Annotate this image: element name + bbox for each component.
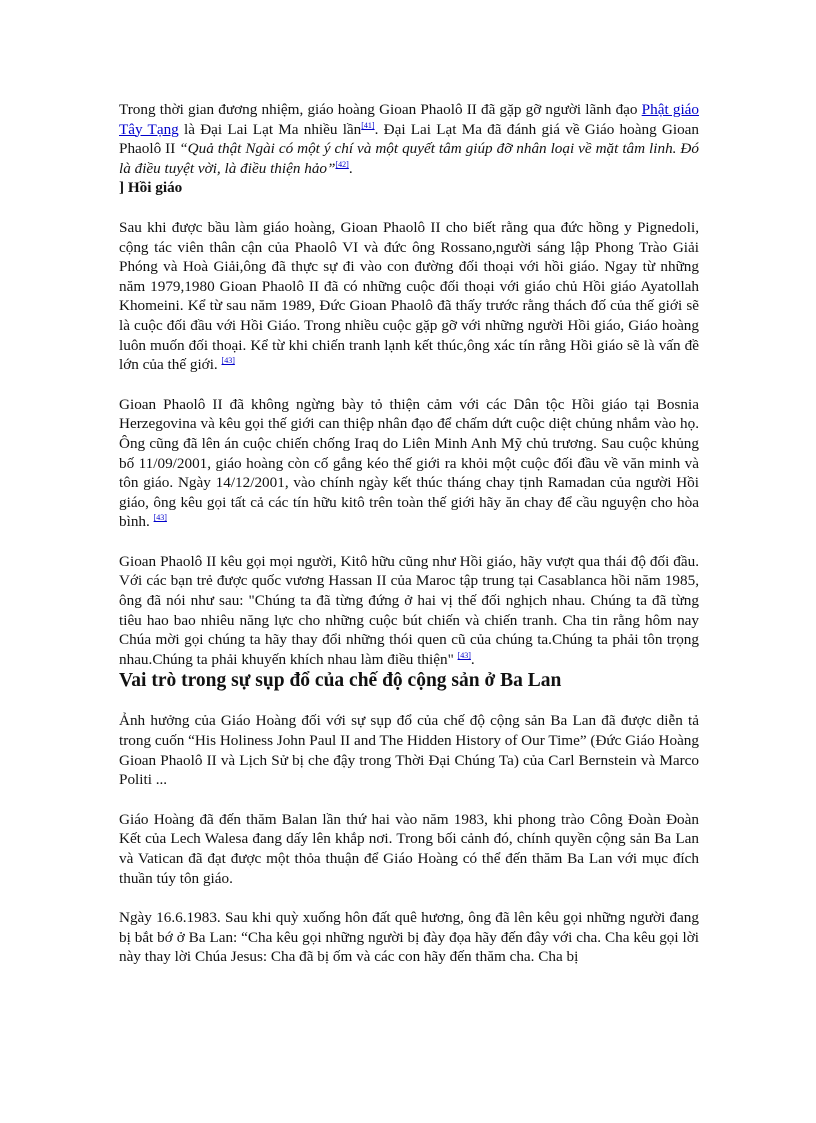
paragraph-june-1983: Ngày 16.6.1983. Sau khi quỳ xuống hôn đất quê hương, ông đã lên kêu gọi những người đang bị bắt bớ ở Ba Lan: “Cha kêu gọi những người bị đày đọa hãy đến đây với cha. Cha kêu gọi lời này thay lời Chúa Jesus: Cha đã bị ốm và các con hãy đến thăm cha. Cha bị	[119, 909, 699, 966]
footnote-ref-43[interactable]: [43]	[153, 513, 167, 523]
heading-hoi-giao: ] Hồi giáo	[119, 179, 183, 197]
paragraph-text: Trong thời gian đương nhiệm, giáo hoàng Gioan Phaolô II đã gặp gỡ người lãnh đạo	[119, 101, 642, 118]
footnote-ref-43[interactable]: [43]	[457, 650, 471, 660]
link-tay-tang[interactable]: Tây Tạng	[119, 120, 179, 138]
heading-ba-lan: Vai trò trong sự sụp đổ của chế độ cộng sản ở Ba Lan	[119, 670, 562, 692]
footnote-ref-42[interactable]: [42]	[335, 159, 349, 169]
paragraph-casablanca: Gioan Phaolô II kêu gọi mọi người, Kitô hữu cũng như Hồi giáo, hãy vượt qua thái độ đối đầu. Với các bạn trẻ được quốc vương Hassan II của Maroc tập trung tại Casablanca hồi năm 1985, ông đã nói như sau: "Chúng ta đã từng đứng ở hai vị thế đối nghịch nhau. Chúng ta đã từng tiêu hao bao nhiêu năng lực cho những cuộc bút chiến và chiến tranh. Cha tin rằng hôm nay Chúa mời gọi chúng ta hãy thay đổi những thói quen cũ của chúng ta.Chúng ta phải tôn trọng nhau.Chúng ta phải khuyến khích nhau làm điều thiện" [43].	[119, 552, 699, 668]
document-page	[119, 100, 699, 967]
paragraph-visit-1983: Giáo Hoàng đã đến thăm Balan lần thứ hai vào năm 1983, khi phong trào Công Đoàn Đoàn Kết của Lech Walesa đang dấy lên khắp nơi. Trong bối cảnh đó, chính quyền cộng sản Ba Lan và Vatican đã đạt được một thỏa thuận để Giáo Hoàng có thể đến thăm Ba Lan với mục đích thuần túy tôn giáo.	[119, 810, 699, 887]
footnote-ref-43[interactable]: [43]	[221, 356, 235, 366]
paragraph-bosnia: Gioan Phaolô II đã không ngừng bày tỏ thiện cảm với các Dân tộc Hồi giáo tại Bosnia Herzegovina và kêu gọi thế giới can thiệp nhân đạo để chấm dứt cuộc diệt chủng nhắm vào họ. Ông cũng đã lên án cuộc chiến chống Iraq do Liên Minh Anh Mỹ chủ trương. Sau cuộc khủng bố 11/09/2001, giáo hoàng còn cố gắng kéo thế giới ra khỏi một cuộc đối đầu về văn minh và tôn giáo. Ngày 14/12/2001, vào chính ngày kết thúc tháng chay tịnh Ramadan của người Hồi giáo, ông kêu gọi tất cả các tín hữu kitô trên toàn thế giới hãy ăn chay để cầu nguyện cho hòa bình. [43]	[119, 395, 699, 531]
link-phat-giao[interactable]: Phật giáo	[641, 101, 699, 118]
footnote-ref-41[interactable]: [41]	[361, 120, 375, 130]
dalai-lama-quote: “Quả thật Ngài có một ý chí và một quyết tâm giúp đỡ nhân loại về mặt tâm linh. Đó là điều tuyệt vời, là điều thiện hảo”	[119, 140, 699, 177]
paragraph-influence: Ảnh hưởng của Giáo Hoàng đối với sự sụp đổ của chế độ cộng sản Ba Lan đã được diễn tả trong cuốn “His Holiness John Paul II and The Hidden History of Our Time” (Đức Giáo Hoàng Gioan Phaolô II và Lịch Sử bị che đậy trong Thời Đại Chúng Ta) của Carl Bernstein và Marco Politi ...	[119, 712, 699, 789]
paragraph-dialogue-islam: Sau khi được bầu làm giáo hoàng, Gioan Phaolô II cho biết rằng qua đức hồng y Pignedoli, cộng tác viên thân cận của Phaolô VI và đức ông Rossano,người sáng lập Phong Trào Giải Phóng và Hoà Giải,ông đã thực sự đi vào con đường đối thoại với hồi giáo. Ngay từ những năm 1979,1980 Gioan Phaolô II đã có những cuộc đối thoại với giáo chủ Hồi giáo Ayatollah Khomeini. Kể từ sau năm 1989, Đức Gioan Phaolô đã thấy trước rằng thách đố của thế giới sẽ là cuộc đối đầu với Hồi Giáo. Trong nhiều cuộc gặp gỡ với những người Hồi giáo, Giáo hoàng luôn muốn đối thoại. Kể từ khi chiến tranh lạnh kết thúc,ông xác tín rằng Hồi giáo sẽ là vấn đề lớn của thế giới. [43]	[119, 218, 699, 374]
paragraph-dalai-lama: Trong thời gian đương nhiệm, giáo hoàng Gioan Phaolô II đã gặp gỡ người lãnh đạo Phật giáo Tây Tạng là Đại Lai Lạt Ma nhiều lần[41]. Đại Lai Lạt Ma đã đánh giá về Giáo hoàng Gioan Phaolô II “Quả thật Ngài có một ý chí và một quyết tâm giúp đỡ nhân loại về mặt tâm linh. Đó là điều tuyệt vời, là điều thiện hảo”[42].	[119, 101, 700, 177]
